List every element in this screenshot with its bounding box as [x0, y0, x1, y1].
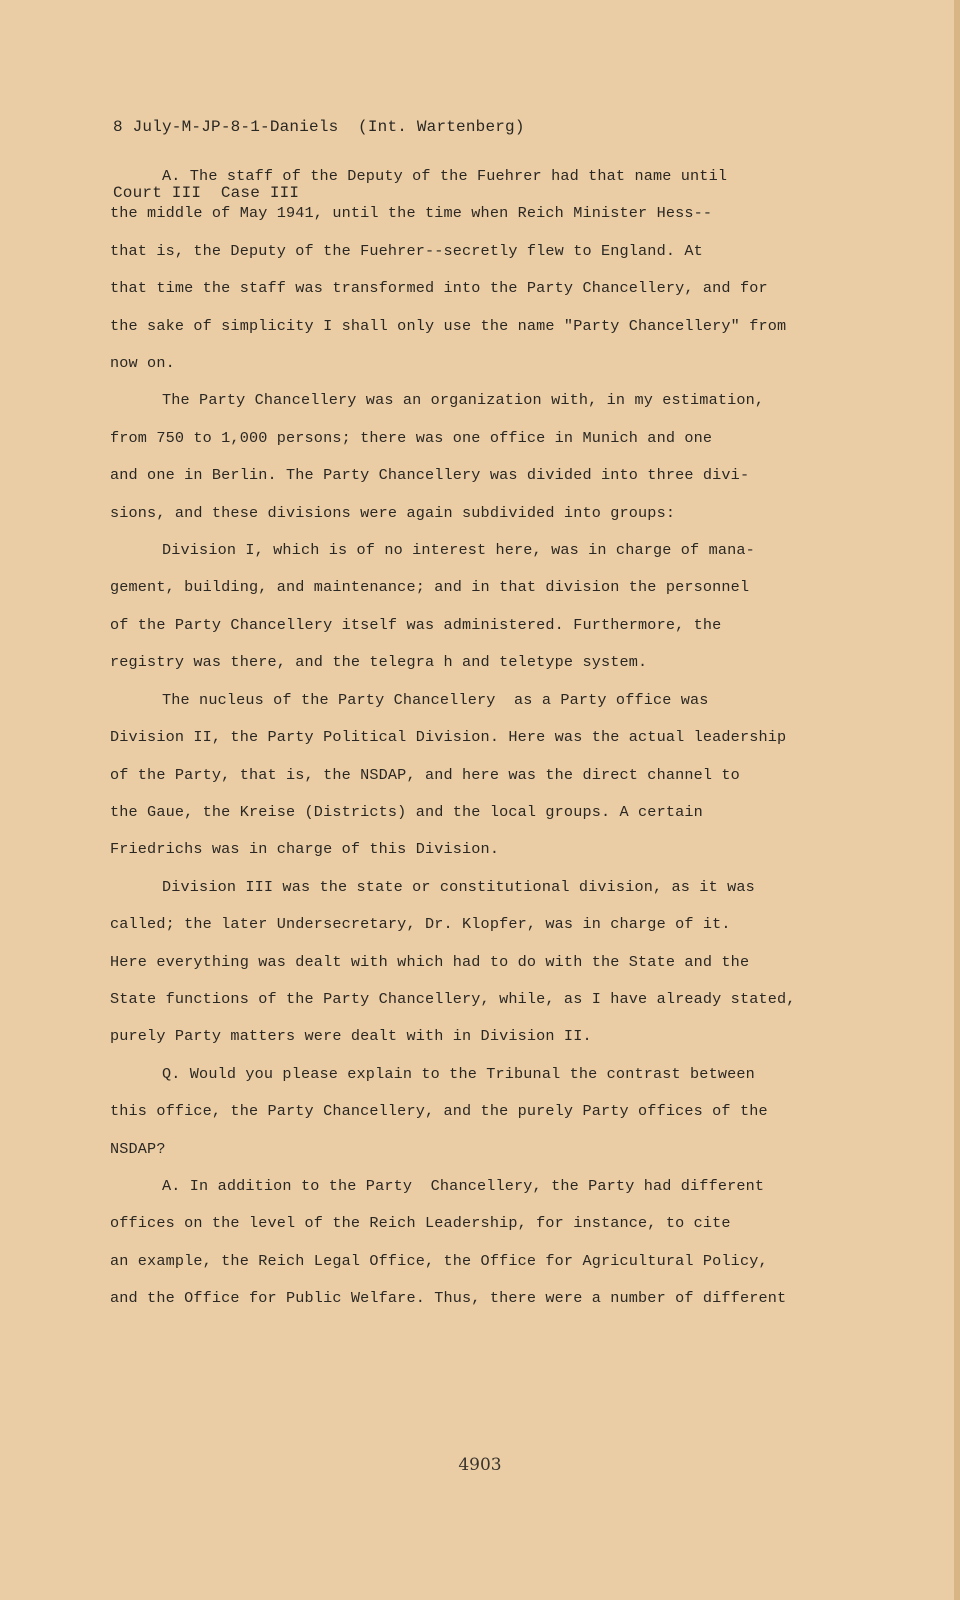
text-line: Here everything was dealt with which had to do with the State and the	[110, 952, 750, 971]
text-line: State functions of the Party Chancellery, while, as I have already stated,	[110, 989, 796, 1008]
text-line: Q. Would you please explain to the Tribunal the contrast between	[162, 1064, 755, 1083]
text-line: an example, the Reich Legal Office, the Office for Agricultural Policy,	[110, 1251, 768, 1270]
text-line: now on.	[110, 354, 175, 373]
text-line: sions, and these divisions were again subdivided into groups:	[110, 503, 676, 522]
text-line: The Party Chancellery was an organization with, in my estimation,	[162, 391, 765, 410]
text-line: of the Party Chancellery itself was administered. Furthermore, the	[110, 615, 722, 634]
text-line: and the Office for Public Welfare. Thus, there were a number of different	[110, 1289, 787, 1308]
text-line: Division II, the Party Political Division. Here was the actual leadership	[110, 728, 787, 747]
text-line: The nucleus of the Party Chancellery as a Party office was	[162, 690, 709, 709]
text-line: purely Party matters were dealt with in Division II.	[110, 1027, 592, 1046]
page-edge	[954, 0, 960, 1600]
header-line-2: Court III Case III	[113, 184, 300, 202]
text-line: the middle of May 1941, until the time when Reich Minister Hess--	[110, 204, 713, 223]
text-line: the sake of simplicity I shall only use the name "Party Chancellery" from	[110, 316, 787, 335]
text-line: and one in Berlin. The Party Chancellery was divided into three divi-	[110, 466, 750, 485]
text-line: Division I, which is of no interest here, was in charge of mana-	[162, 541, 755, 560]
text-line: Friedrichs was in charge of this Division.	[110, 840, 500, 859]
text-line: that is, the Deputy of the Fuehrer--secretly flew to England. At	[110, 241, 703, 260]
transcript-body	[110, 158, 870, 1318]
text-line: offices on the level of the Reich Leadership, for instance, to cite	[110, 1214, 731, 1233]
text-line: that time the staff was transformed into the Party Chancellery, and for	[110, 279, 768, 298]
text-line: A. In addition to the Party Chancellery, the Party had different	[162, 1176, 765, 1195]
text-line: A. The staff of the Deputy of the Fuehrer had that name until	[162, 167, 728, 185]
text-line: the Gaue, the Kreise (Districts) and the local groups. A certain	[110, 802, 703, 821]
page-number: 4903	[458, 1455, 502, 1475]
text-line: Division III was the state or constitutional division, as it was	[162, 877, 755, 896]
text-line: called; the later Undersecretary, Dr. Klopfer, was in charge of it.	[110, 915, 731, 934]
text-line: from 750 to 1,000 persons; there was one office in Munich and one	[110, 428, 713, 447]
text-line: of the Party, that is, the NSDAP, and here was the direct channel to	[110, 765, 740, 784]
text-line: NSDAP?	[110, 1139, 166, 1158]
text-line: registry was there, and the telegra h and teletype system.	[110, 653, 648, 672]
header-line-1: 8 July-M-JP-8-1-Daniels (Int. Wartenberg)	[113, 118, 525, 136]
text-line: gement, building, and maintenance; and in that division the personnel	[110, 578, 750, 597]
text-line: this office, the Party Chancellery, and the purely Party offices of the	[110, 1102, 768, 1121]
